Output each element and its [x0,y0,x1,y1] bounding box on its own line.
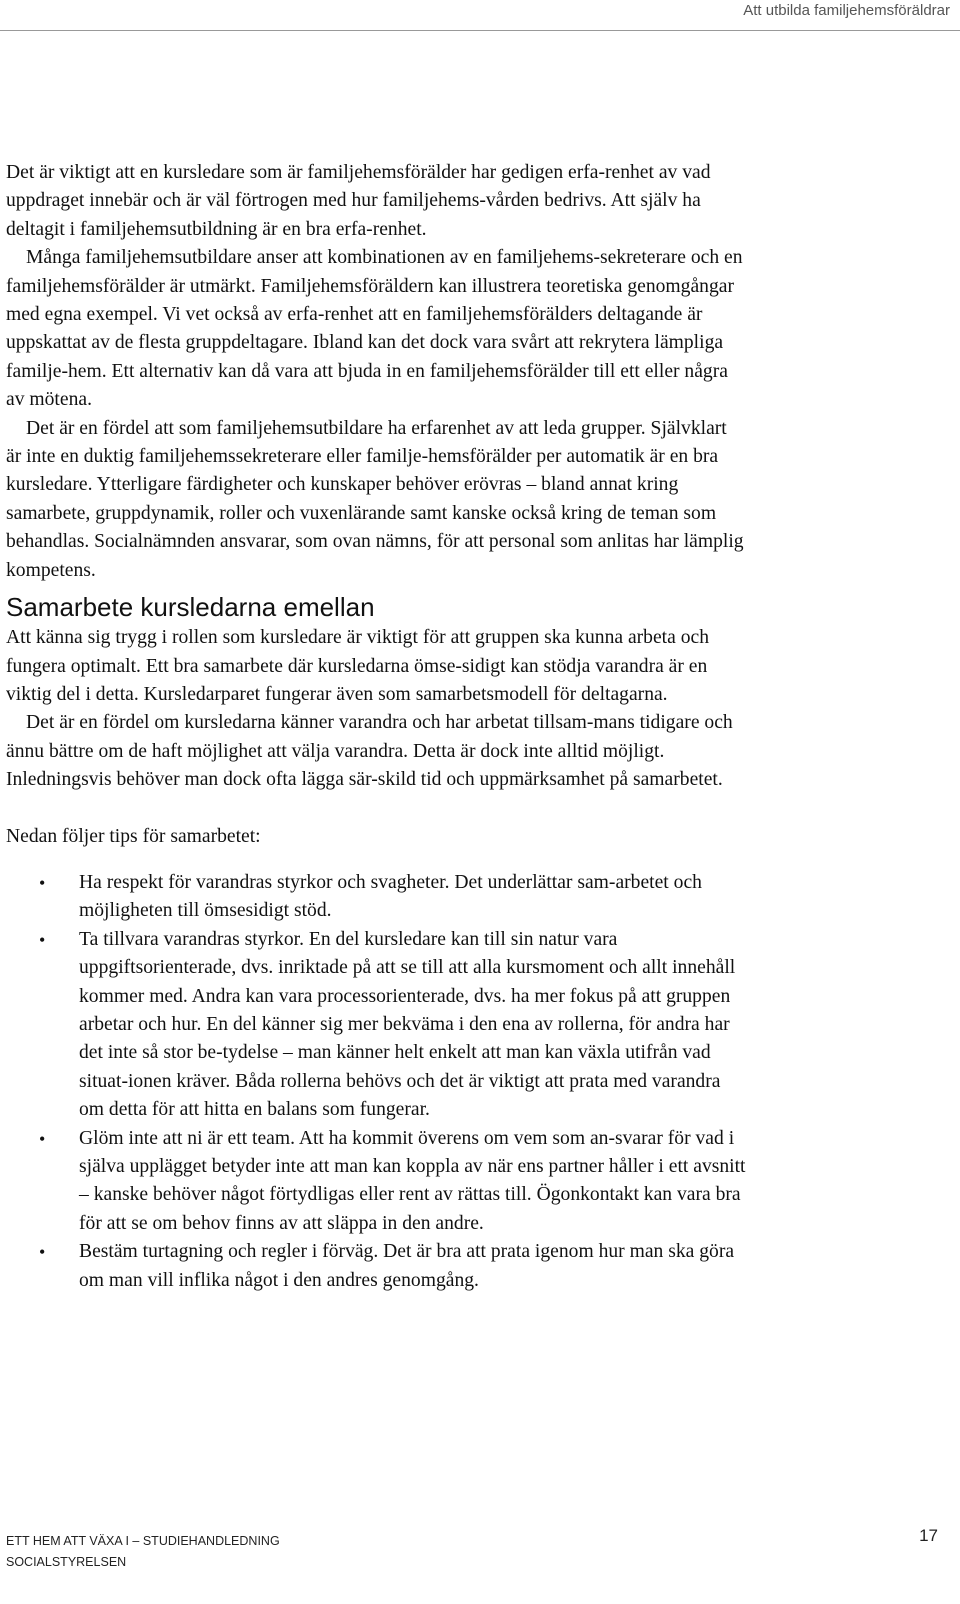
list-item [39,926,746,1125]
list-item [39,1238,746,1295]
bullet-icon: • [39,929,46,950]
list-item-text: Glöm inte att ni är ett team. Att ha kommit överens om vem som an-svarar för vad i själva upplägget betyder inte att man kan koppla av när ens partner håller i ett avsnitt – kanske behöver något förtydligas eller rent av rättas till. Ögonkontakt kan vara bra för att se om behov finns av att släppa in den andre. [79,1127,746,1234]
list-item-text: Ha respekt för varandras styrkor och svagheter. Det underlättar sam-arbetet och möjligheten till ömsesidigt stöd. [79,871,702,922]
running-header: Att utbilda familjehemsföräldrar [743,2,950,19]
bullet-icon: • [39,1128,46,1149]
page-number: 17 [919,1526,938,1545]
paragraph-1: Det är viktigt att en kursledare som är familjehemsförälder har gedigen erfa-renhet av vad uppdraget innebär och är väl förtrogen med hur familjehems-vården bedrivs. Att själv ha deltagit i familjehemsutbildning är en bra erfa-renhet. [6,162,711,240]
tips-intro: Nedan följer tips för samarbetet: [6,825,261,847]
footer-publisher: SOCIALSTYRELSEN [6,1555,127,1569]
paragraph-2: Många familjehemsutbildare anser att kombinationen av en familjehems-sekreterare och en familjehemsförälder är utmärkt. Familjehemsföräldern kan illustrera teoretiska genomgångar med egna exempel. Vi vet också av erfa-renhet att en familjehemsförälders deltagande är uppskattat av de flesta gruppdeltagare. Ibland kan det dock vara svårt att rekrytera lämpliga familje-hem. Ett alternativ kan då vara att bjuda in en familjehemsförälder till ett eller några av mötena. [6,247,743,411]
bullet-icon: • [39,872,46,893]
body-text [6,159,746,1295]
footer [6,1531,280,1573]
footer-publication-title: ETT HEM ATT VÄXA I – STUDIEHANDLEDNING [6,1534,280,1548]
list-item-text: Ta tillvara varandras styrkor. En del kursledare kan till sin natur vara uppgiftsorienterade, dvs. inriktade på att se till att alla kursmoment och allt innehåll kommer med. Andra kan vara processorienterade, dvs. ha mer fokus på att gruppen arbetar och hur. En del känner sig mer bekväma i den ena av rollerna, för andra har det inte så stor be-tydelse – man känner helt enkelt att man kan växla utifrån vad situat-ionen kräver. Båda rollerna behövs och det är viktigt att prata med varandra om detta för att hitta en balans som fungerar. [79,928,736,1121]
list-item [39,869,746,926]
list-item-text: Bestäm turtagning och regler i förväg. Det är bra att prata igenom hur man ska göra om man vill inflika något i den andres genomgång. [79,1241,735,1291]
section-paragraph-1: Att känna sig trygg i rollen som kursledare är viktigt för att gruppen ska kunna arbeta och fungera optimalt. Ett bra samarbete där kursledarna ömse-sidigt kan stödja varandra är en viktig del i detta. Kursledarparet fungerar även som samarbetsmodell för deltagarna. [6,627,710,705]
bullet-icon: • [39,1242,46,1263]
paragraph-3: Det är en fördel att som familjehemsutbildare ha erfarenhet av att leda grupper. Självklart är inte en duktig familjehemssekreterare eller familje-hemsförälder per automatik är en bra kursledare. Ytterligare färdigheter och kunskaper behöver erövras – bland annat kring samarbete, gruppdynamik, roller och vuxenlärande samt kanske också kring de teman som behandlas. Socialnämnden ansvarar, som ovan nämns, för att personal som anlitas har lämplig kompetens. [6,417,744,581]
list-item [39,1125,746,1239]
section-paragraph-2: Det är en fördel om kursledarna känner varandra och har arbetat tillsam-mans tidigare och ännu bättre om de haft möjlighet att välja varandra. Detta är dock inte alltid möjligt. Inledningsvis behöver man dock ofta lägga sär-skild tid och uppmärksamhet på samarbetet. [6,712,733,791]
section-heading: Samarbete kursledarna emellan [6,592,375,623]
header-rule [0,30,960,31]
tips-list [6,869,746,1295]
